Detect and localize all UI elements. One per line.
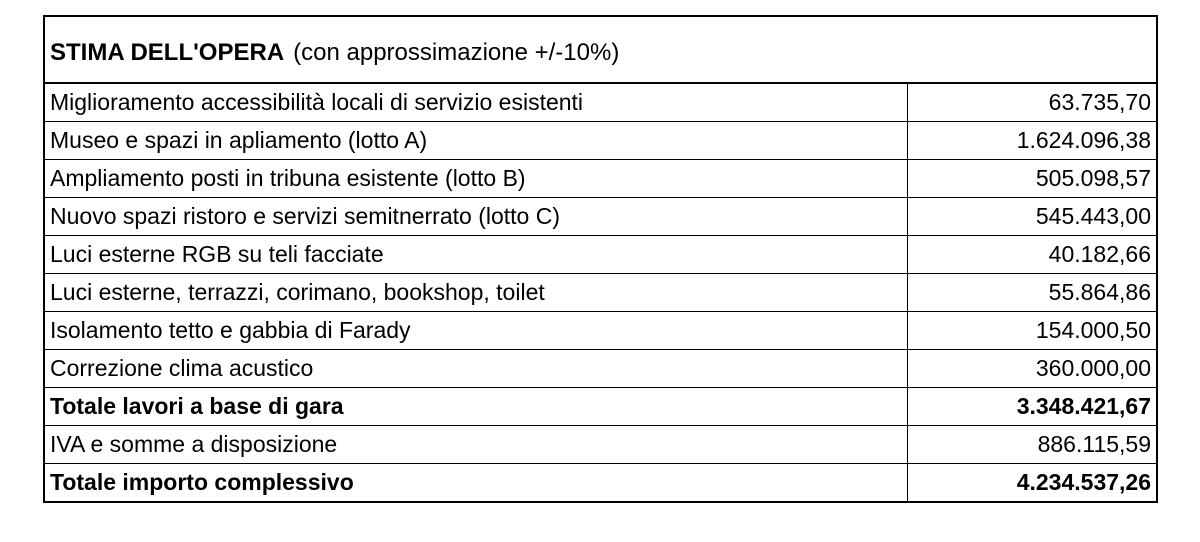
- table-row: [45, 236, 1156, 274]
- row-label: Miglioramento accessibilità locali di servizio esistenti: [45, 84, 907, 122]
- row-amount: 3.348.421,67: [907, 388, 1156, 426]
- table-row: [45, 198, 1156, 236]
- row-amount: 63.735,70: [907, 84, 1156, 122]
- row-amount: 55.864,86: [907, 274, 1156, 312]
- total-row: [45, 464, 1156, 502]
- table-row: [45, 312, 1156, 350]
- table-row: [45, 426, 1156, 464]
- row-label: Museo e spazi in apliamento (lotto A): [45, 122, 907, 160]
- row-amount: 154.000,50: [907, 312, 1156, 350]
- row-label: IVA e somme a disposizione: [45, 426, 907, 464]
- row-amount: 886.115,59: [907, 426, 1156, 464]
- table-row: [45, 350, 1156, 388]
- table-row: [45, 160, 1156, 198]
- row-label: Luci esterne, terrazzi, corimano, bookshop, toilet: [45, 274, 907, 312]
- row-amount: 40.182,66: [907, 236, 1156, 274]
- estimate-rows-body: [45, 84, 1156, 501]
- table-title-note: (con approssimazione +/-10%): [293, 38, 620, 66]
- table-title: [45, 17, 1156, 84]
- estimate-rows: [45, 84, 1156, 501]
- row-label: Totale lavori a base di gara: [45, 388, 907, 426]
- row-label: Isolamento tetto e gabbia di Farady: [45, 312, 907, 350]
- row-label: Luci esterne RGB su teli facciate: [45, 236, 907, 274]
- row-amount: 545.443,00: [907, 198, 1156, 236]
- row-label: Correzione clima acustico: [45, 350, 907, 388]
- row-label: Nuovo spazi ristoro e servizi semitnerrato (lotto C): [45, 198, 907, 236]
- row-label: Ampliamento posti in tribuna esistente (lotto B): [45, 160, 907, 198]
- row-amount: 505.098,57: [907, 160, 1156, 198]
- table-row: [45, 122, 1156, 160]
- table-title-main: STIMA DELL'OPERA: [50, 38, 285, 66]
- row-amount: 4.234.537,26: [1016, 469, 1151, 495]
- total-row: [45, 388, 1156, 426]
- row-amount: 360.000,00: [907, 350, 1156, 388]
- table-row: [45, 84, 1156, 122]
- row-amount: 1.624.096,38: [907, 122, 1156, 160]
- estimate-table: [43, 15, 1158, 503]
- row-label: Totale importo complessivo: [45, 464, 907, 502]
- table-row: [45, 274, 1156, 312]
